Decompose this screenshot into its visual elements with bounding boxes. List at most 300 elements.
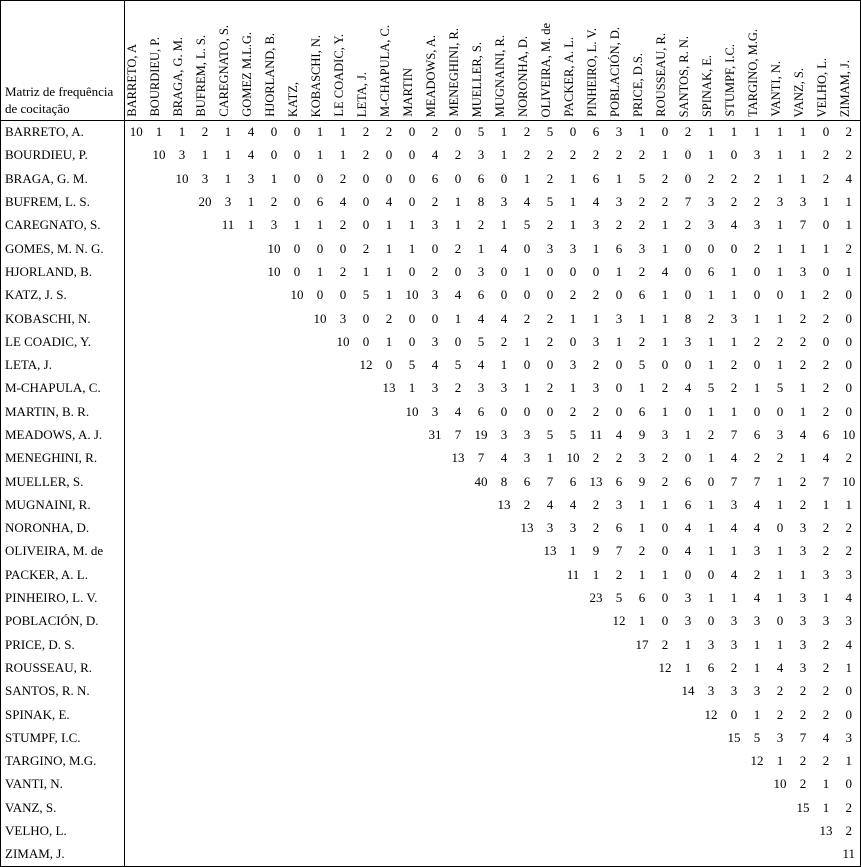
matrix-cell: 2 [615,147,623,163]
matrix-cell: 0 [385,147,393,163]
matrix-cell: 1 [799,170,807,186]
table-row [1,470,861,493]
matrix-cell [539,843,562,866]
matrix-cell [240,633,263,656]
matrix-cell: 5 [776,380,784,396]
matrix-cell [286,703,309,726]
matrix-cell: 4 [500,450,508,466]
matrix-cell: 0 [523,287,531,303]
matrix-cell [309,377,332,400]
matrix-cell: 2 [546,310,554,326]
matrix-cell: 0 [293,147,301,163]
matrix-cell [378,610,401,633]
row-label: VELHO, L. [1,819,125,842]
matrix-cell [240,493,263,516]
column-header-label: BARRETO, A [125,44,139,117]
matrix-cell: 0 [838,400,861,423]
matrix-cell [148,493,171,516]
matrix-cell [470,563,493,586]
matrix-cell [447,656,470,679]
matrix-cell [309,843,332,866]
matrix-cell: 0 [408,263,416,279]
column-header [562,1,585,121]
matrix-cell [332,680,355,703]
matrix-cell [309,796,332,819]
matrix-cell: 6 [707,263,715,279]
matrix-cell: 10 [175,170,189,186]
matrix-cell [309,517,332,540]
table-row [1,586,861,609]
matrix-cell: 6 [615,473,623,489]
row-label: PACKER, A. L. [1,563,125,586]
table-row [1,819,861,842]
matrix-cell: 1 [684,427,692,442]
matrix-cell: 3 [431,403,439,419]
table-row [1,144,861,167]
matrix-cell [148,214,171,237]
matrix-cell [125,586,148,609]
matrix-cell: 3 [753,613,761,629]
matrix-cell [309,750,332,773]
matrix-cell [217,447,240,470]
matrix-cell [470,493,493,516]
matrix-cell: 0 [776,520,784,536]
matrix-cell: 2 [339,263,347,279]
matrix-cell: 8 [500,473,508,489]
matrix-cell [493,726,516,749]
matrix-cell [194,260,217,283]
matrix-cell: 1 [799,124,807,140]
matrix-cell: 1 [661,240,669,256]
matrix-cell: 1 [776,217,784,233]
matrix-cell [378,540,401,563]
matrix-cell: 1 [569,543,577,559]
matrix-cell [700,843,723,866]
matrix-cell: 2 [500,333,508,349]
matrix-cell [171,610,194,633]
matrix-cell: 13 [497,496,511,512]
matrix-cell: 4 [500,310,508,326]
matrix-cell [562,750,585,773]
matrix-cell [677,726,700,749]
matrix-cell [263,563,286,586]
row-label: LETA, J. [1,353,125,376]
matrix-cell [217,423,240,446]
matrix-cell [608,656,631,679]
matrix-cell: 9 [638,427,646,442]
matrix-cell: 1 [822,590,830,606]
matrix-cell [539,563,562,586]
column-header [792,1,815,121]
column-header [194,1,217,121]
matrix-cell: 1 [753,310,761,326]
matrix-cell [217,843,240,866]
matrix-cell: 3 [569,520,577,536]
matrix-cell [608,750,631,773]
matrix-cell: 6 [684,473,692,489]
matrix-cell [217,400,240,423]
matrix-cell [355,680,378,703]
column-header-label: TARGINO, M.G. [745,29,760,117]
matrix-cell: 3 [707,636,715,652]
matrix-cell: 6 [638,403,646,419]
matrix-cell: 7 [454,427,462,442]
matrix-cell [194,447,217,470]
matrix-cell: 4 [431,147,439,163]
matrix-cell: 1 [707,403,715,419]
matrix-cell [332,843,355,866]
matrix-cell [700,750,723,773]
column-header [769,1,792,121]
matrix-cell: 3 [838,726,861,749]
column-header [815,1,838,121]
column-header [654,1,677,121]
matrix-cell: 1 [569,217,577,233]
matrix-cell: 6 [615,240,623,256]
matrix-cell: 12 [359,357,373,373]
matrix-cell [286,353,309,376]
matrix-cell [286,330,309,353]
row-label: MENEGHINI, R. [1,447,125,470]
column-header-label: POBLACIÓN, D. [607,27,622,117]
column-header [631,1,654,121]
table-row [1,400,861,423]
matrix-cell [125,773,148,796]
matrix-cell [240,284,263,307]
matrix-cell: 0 [316,240,324,256]
matrix-cell [240,517,263,540]
matrix-cell [424,633,447,656]
matrix-cell [148,517,171,540]
matrix-cell: 2 [362,124,370,140]
matrix-cell [171,563,194,586]
matrix-cell [401,656,424,679]
matrix-cell [424,470,447,493]
matrix-cell [562,586,585,609]
matrix-cell: 7 [822,473,830,489]
matrix-cell [194,843,217,866]
matrix-cell [493,773,516,796]
column-header [470,1,493,121]
row-label: KATZ, J. S. [1,284,125,307]
matrix-cell [470,843,493,866]
matrix-cell: 2 [684,217,692,233]
matrix-cell [240,237,263,260]
matrix-cell: 3 [730,613,738,629]
matrix-cell: 1 [838,493,861,516]
column-header [677,1,700,121]
matrix-cell: 5 [615,590,623,606]
matrix-cell [194,819,217,842]
matrix-cell [401,819,424,842]
matrix-cell: 3 [615,310,623,326]
matrix-cell [631,656,654,679]
matrix-cell: 1 [523,170,531,186]
matrix-cell: 1 [838,214,861,237]
matrix-cell [171,540,194,563]
column-header-label: CAREGNATO, S. [216,25,231,117]
matrix-cell: 5 [477,333,485,349]
matrix-cell [148,447,171,470]
matrix-cell: 4 [615,427,623,442]
matrix-cell: 1 [776,636,784,652]
matrix-cell [217,773,240,796]
matrix-cell [378,656,401,679]
matrix-cell [378,819,401,842]
matrix-cell: 5 [362,287,370,303]
matrix-cell: 1 [730,590,738,606]
matrix-cell: 1 [822,240,830,256]
matrix-cell [240,726,263,749]
matrix-cell [539,610,562,633]
matrix-cell: 2 [477,217,485,233]
matrix-cell [562,610,585,633]
matrix-cell: 1 [661,310,669,326]
matrix-cell [217,307,240,330]
matrix-cell: 2 [523,124,531,140]
matrix-cell: 12 [750,753,764,769]
matrix-cell: 4 [753,520,761,536]
matrix-cell: 0 [408,124,416,140]
matrix-cell: 7 [477,450,485,466]
matrix-cell: 2 [523,496,531,512]
matrix-cell [240,586,263,609]
matrix-cell [562,633,585,656]
matrix-cell [401,447,424,470]
matrix-cell: 10 [838,470,861,493]
matrix-cell: 4 [822,729,830,745]
matrix-cell [539,750,562,773]
matrix-cell [171,353,194,376]
matrix-cell: 2 [799,473,807,489]
matrix-cell: 1 [224,170,232,186]
matrix-cell [194,750,217,773]
matrix-cell [240,703,263,726]
matrix-cell [171,470,194,493]
matrix-cell [148,750,171,773]
table-row [1,190,861,213]
matrix-cell: 1 [385,240,393,256]
matrix-cell [677,819,700,842]
matrix-cell: 1 [799,566,807,582]
matrix-cell [378,400,401,423]
matrix-cell [309,493,332,516]
matrix-cell: 0 [707,613,715,629]
matrix-cell: 3 [799,590,807,606]
matrix-cell: 3 [799,194,807,210]
matrix-cell: 4 [247,147,255,163]
matrix-cell: 0 [753,287,761,303]
matrix-cell: 0 [684,240,692,256]
matrix-cell: 1 [615,333,623,349]
matrix-cell [125,144,148,167]
table-row [1,167,861,190]
matrix-cell [355,726,378,749]
matrix-cell: 0 [684,287,692,303]
column-header [838,1,861,121]
matrix-cell: 1 [316,124,324,140]
matrix-cell [401,703,424,726]
matrix-cell [332,796,355,819]
matrix-cell: 4 [838,586,861,609]
matrix-cell [171,680,194,703]
matrix-cell [125,260,148,283]
matrix-cell: 1 [592,566,600,582]
matrix-cell: 6 [523,473,531,489]
matrix-cell: 1 [454,217,462,233]
matrix-cell: 0 [838,284,861,307]
matrix-cell: 1 [638,380,646,396]
matrix-cell: 0 [546,357,554,373]
matrix-cell: 1 [339,147,347,163]
matrix-cell [263,843,286,866]
column-header [286,1,309,121]
matrix-cell: 1 [776,170,784,186]
matrix-cell: 0 [822,333,830,349]
matrix-cell [125,703,148,726]
matrix-cell: 4 [661,263,669,279]
matrix-cell: 0 [684,403,692,419]
matrix-cell [355,423,378,446]
matrix-cell [332,750,355,773]
matrix-cell [631,726,654,749]
matrix-cell [769,796,792,819]
column-header-label: VANZ, S. [791,67,806,117]
matrix-cell [447,586,470,609]
matrix-cell: 0 [838,307,861,330]
matrix-cell: 2 [592,450,600,466]
matrix-cell [493,656,516,679]
matrix-cell [332,447,355,470]
matrix-cell [539,680,562,703]
matrix-cell [539,796,562,819]
matrix-cell [378,680,401,703]
matrix-cell [263,703,286,726]
matrix-cell: 1 [730,333,738,349]
matrix-cell [240,680,263,703]
matrix-cell: 2 [707,427,715,442]
matrix-cell: 2 [638,194,646,210]
matrix-cell: 3 [799,520,807,536]
matrix-cell: 1 [838,260,861,283]
matrix-cell [424,493,447,516]
matrix-cell [309,633,332,656]
matrix-cell [171,284,194,307]
table-row [1,284,861,307]
matrix-cell: 1 [592,310,600,326]
matrix-cell [539,633,562,656]
matrix-cell [401,773,424,796]
matrix-cell: 2 [546,170,554,186]
matrix-cell [723,843,746,866]
matrix-cell: 0 [661,520,669,536]
matrix-cell: 10 [313,310,327,326]
matrix-cell [171,214,194,237]
matrix-cell [217,353,240,376]
column-header-label: NORONHA, D. [515,36,530,117]
matrix-cell: 6 [477,403,485,419]
matrix-cell: 0 [661,124,669,140]
matrix-cell [332,819,355,842]
matrix-cell: 2 [615,450,623,466]
row-label: MUELLER, S. [1,470,125,493]
matrix-cell: 1 [753,124,761,140]
matrix-cell: 0 [408,147,416,163]
matrix-cell [815,843,838,866]
matrix-cell: 13 [382,380,396,396]
matrix-cell [125,377,148,400]
matrix-cell: 1 [523,333,531,349]
matrix-cell [401,610,424,633]
matrix-cell [148,307,171,330]
matrix-cell: 3 [838,610,861,633]
matrix-cell [332,517,355,540]
matrix-cell [355,563,378,586]
matrix-cell: 10 [129,124,143,140]
matrix-cell: 1 [776,240,784,256]
matrix-cell: 1 [523,380,531,396]
matrix-cell: 1 [776,357,784,373]
matrix-cell [355,703,378,726]
matrix-cell: 0 [838,353,861,376]
matrix-cell: 0 [431,240,439,256]
column-header-label: VANTI, N. [768,61,783,117]
matrix-cell [631,750,654,773]
matrix-cell: 2 [454,147,462,163]
matrix-cell [332,470,355,493]
matrix-cell [792,819,815,842]
matrix-cell [585,610,608,633]
matrix-cell: 0 [661,590,669,606]
matrix-cell: 0 [362,310,370,326]
matrix-cell: 1 [477,240,485,256]
matrix-cell: 4 [431,357,439,373]
matrix-cell: 3 [776,729,784,745]
matrix-cell [263,353,286,376]
matrix-cell [355,493,378,516]
matrix-cell: 4 [838,167,861,190]
table-row [1,214,861,237]
matrix-cell: 5 [454,357,462,373]
matrix-cell: 3 [753,147,761,163]
matrix-cell: 3 [592,217,600,233]
matrix-cell: 0 [684,263,692,279]
matrix-cell [424,819,447,842]
matrix-cell [424,703,447,726]
table-row [1,237,861,260]
matrix-cell: 5 [546,427,554,442]
matrix-cell [217,796,240,819]
matrix-cell: 4 [753,590,761,606]
matrix-cell: 0 [546,287,554,303]
matrix-cell: 0 [362,333,370,349]
matrix-cell [378,493,401,516]
matrix-cell: 5 [569,427,577,442]
matrix-cell [378,447,401,470]
matrix-cell: 8 [477,194,485,210]
matrix-cell: 6 [822,427,830,442]
matrix-cell: 10 [566,450,580,466]
matrix-cell: 2 [822,287,830,303]
matrix-cell [148,284,171,307]
table-row [1,493,861,516]
matrix-cell: 6 [684,496,692,512]
matrix-cell: 0 [707,240,715,256]
matrix-body [1,121,861,867]
matrix-cell [171,237,194,260]
matrix-cell: 1 [822,496,830,512]
matrix-cell [631,819,654,842]
